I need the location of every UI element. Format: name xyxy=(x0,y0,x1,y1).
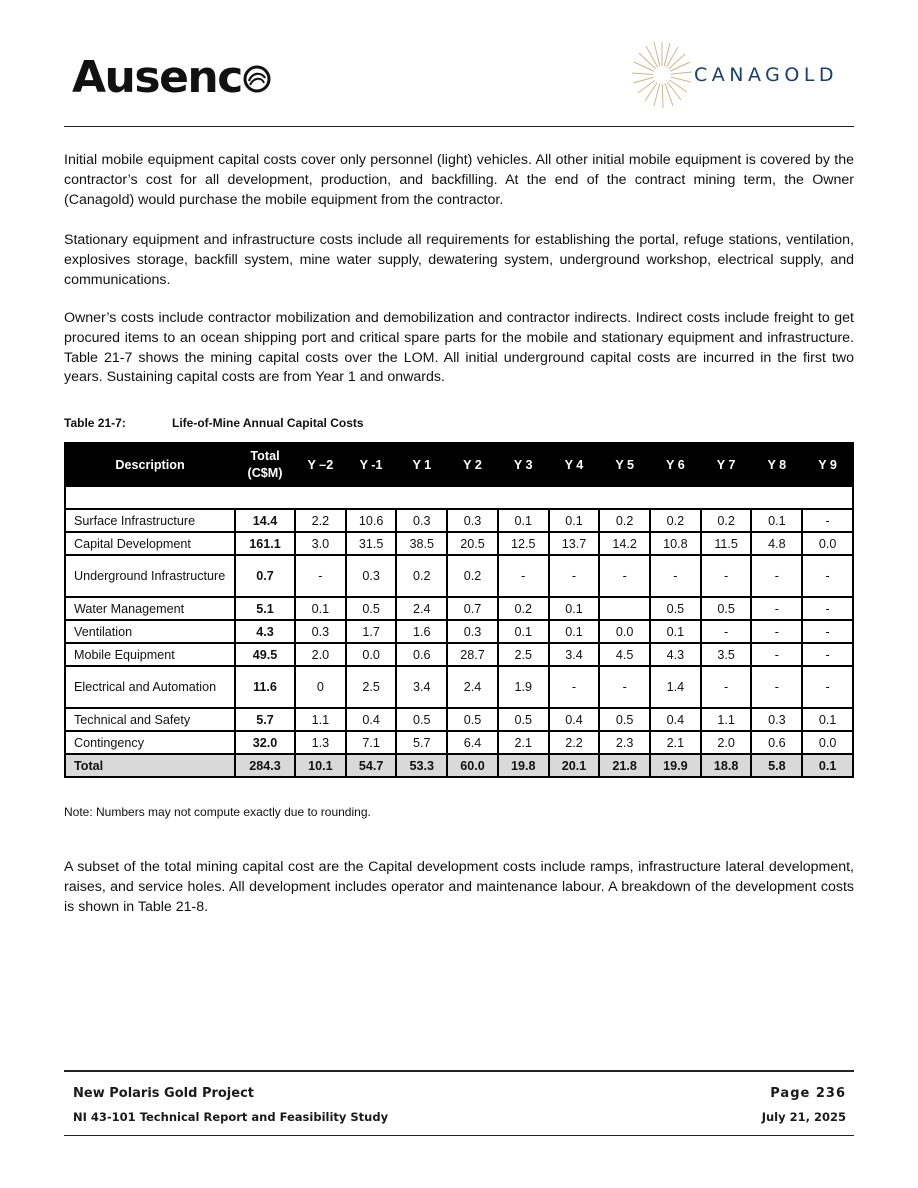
row-year-value: - xyxy=(802,555,853,597)
row-year-value: 0.1 xyxy=(802,754,853,777)
row-year-value: - xyxy=(751,666,802,708)
row-year-value: 3.4 xyxy=(396,666,447,708)
footer-rule-bottom xyxy=(64,1135,854,1136)
row-year-value: 4.8 xyxy=(751,532,802,555)
header-description: Description xyxy=(65,443,235,486)
row-year-value: 0.1 xyxy=(295,597,346,620)
header-year-5: Y 5 xyxy=(599,443,650,486)
header-year-minus-2: Y –2 xyxy=(295,443,346,486)
row-year-value: - xyxy=(751,620,802,643)
row-year-value: - xyxy=(802,666,853,708)
row-year-value: 0.1 xyxy=(498,620,549,643)
row-year-value: 20.5 xyxy=(447,532,498,555)
row-year-value: 38.5 xyxy=(396,532,447,555)
row-year-value: 54.7 xyxy=(346,754,397,777)
header-year-8: Y 8 xyxy=(751,443,802,486)
row-year-value: 0.5 xyxy=(396,708,447,731)
row-year-value: 2.1 xyxy=(498,731,549,754)
ausenco-logo xyxy=(72,52,272,103)
row-year-value: 10.1 xyxy=(295,754,346,777)
row-year-value: 1.1 xyxy=(701,708,752,731)
row-year-value: 31.5 xyxy=(346,532,397,555)
row-year-value: 1.6 xyxy=(396,620,447,643)
row-year-value: 2.3 xyxy=(599,731,650,754)
header-year-minus-1: Y -1 xyxy=(346,443,397,486)
row-total: 14.4 xyxy=(235,509,295,532)
row-year-value: 1.1 xyxy=(295,708,346,731)
row-year-value: 0.2 xyxy=(396,555,447,597)
header-year-6: Y 6 xyxy=(650,443,701,486)
row-year-value: 5.8 xyxy=(751,754,802,777)
row-year-value: 0.5 xyxy=(650,597,701,620)
row-total: 284.3 xyxy=(235,754,295,777)
row-total: 0.7 xyxy=(235,555,295,597)
row-year-value: 10.6 xyxy=(346,509,397,532)
canagold-logo xyxy=(630,40,850,110)
row-year-value: 2.1 xyxy=(650,731,701,754)
footer-rule-top xyxy=(64,1070,854,1072)
row-total: 11.6 xyxy=(235,666,295,708)
header-rule xyxy=(64,126,854,127)
row-year-value: - xyxy=(701,555,752,597)
header-year-4: Y 4 xyxy=(549,443,600,486)
row-year-value: 12.5 xyxy=(498,532,549,555)
row-year-value: 0.2 xyxy=(701,509,752,532)
row-year-value: 21.8 xyxy=(599,754,650,777)
row-year-value: 2.4 xyxy=(396,597,447,620)
row-total: 32.0 xyxy=(235,731,295,754)
row-year-value: 0.2 xyxy=(650,509,701,532)
row-year-value: - xyxy=(549,666,600,708)
row-year-value: 3.4 xyxy=(549,643,600,666)
sunburst-icon xyxy=(630,40,694,110)
row-description: Capital Development xyxy=(65,532,235,555)
row-total: 5.7 xyxy=(235,708,295,731)
row-total: 5.1 xyxy=(235,597,295,620)
header-year-2: Y 2 xyxy=(447,443,498,486)
row-year-value: 2.2 xyxy=(549,731,600,754)
row-year-value: 0.4 xyxy=(549,708,600,731)
row-year-value: 1.3 xyxy=(295,731,346,754)
row-description: Electrical and Automation xyxy=(65,666,235,708)
row-year-value: - xyxy=(650,555,701,597)
row-description: Surface Infrastructure xyxy=(65,509,235,532)
row-year-value: 2.0 xyxy=(701,731,752,754)
row-year-value: 0.3 xyxy=(447,620,498,643)
row-year-value: 0.0 xyxy=(599,620,650,643)
row-year-value: 0.0 xyxy=(802,532,853,555)
row-year-value: 0.3 xyxy=(751,708,802,731)
row-year-value: - xyxy=(802,597,853,620)
capital-costs-table xyxy=(64,442,854,778)
row-year-value: - xyxy=(599,555,650,597)
footer-page: Page 236 xyxy=(770,1086,846,1101)
footer-project: New Polaris Gold Project xyxy=(73,1086,255,1101)
row-year-value: 11.5 xyxy=(701,532,752,555)
table-row xyxy=(65,597,853,620)
row-year-value: 0.2 xyxy=(599,509,650,532)
row-year-value: 1.4 xyxy=(650,666,701,708)
row-year-value: 6.4 xyxy=(447,731,498,754)
table-row xyxy=(65,708,853,731)
table-row xyxy=(65,509,853,532)
row-year-value: 4.5 xyxy=(599,643,650,666)
row-year-value: 0.1 xyxy=(802,708,853,731)
row-year-value: 28.7 xyxy=(447,643,498,666)
row-year-value: 0.4 xyxy=(650,708,701,731)
row-year-value: 2.0 xyxy=(295,643,346,666)
table-caption xyxy=(64,416,364,430)
row-year-value xyxy=(599,597,650,620)
paragraph-capital-development: A subset of the total mining capital cost are the Capital development costs include ramps, infrastructure lateral development, raises, and service holes. All development includes operator and maintenance labour. A breakdown of the development costs is shown in Table 21-8. xyxy=(64,859,854,915)
row-year-value: 3.5 xyxy=(701,643,752,666)
row-year-value: 5.7 xyxy=(396,731,447,754)
row-year-value: - xyxy=(751,597,802,620)
row-year-value: 0.3 xyxy=(396,509,447,532)
table-note: Note: Numbers may not compute exactly due to rounding. xyxy=(64,805,371,819)
row-year-value: 0.3 xyxy=(295,620,346,643)
table-row xyxy=(65,643,853,666)
header-year-1: Y 1 xyxy=(396,443,447,486)
ausenco-logo-wordmark: Ausen xyxy=(72,52,218,103)
row-year-value: 0.1 xyxy=(549,597,600,620)
row-year-value: 10.8 xyxy=(650,532,701,555)
row-year-value: - xyxy=(599,666,650,708)
row-year-value: 14.2 xyxy=(599,532,650,555)
footer-date: July 21, 2025 xyxy=(761,1110,846,1124)
row-year-value: 0.1 xyxy=(751,509,802,532)
row-year-value: 0.5 xyxy=(447,708,498,731)
row-year-value: 0.5 xyxy=(346,597,397,620)
paragraph-stationary-equipment: Stationary equipment and infrastructure costs include all requirements for establishing the portal, refuge stations, ventilation, explosives storage, backfill system, mine water supply, dewatering system, underground workshop, electrical supply, and communications. xyxy=(64,232,854,288)
row-description: Contingency xyxy=(65,731,235,754)
row-year-value: - xyxy=(751,643,802,666)
table-row xyxy=(65,532,853,555)
row-description: Ventilation xyxy=(65,620,235,643)
row-year-value: 0.1 xyxy=(549,509,600,532)
paragraph-owners-costs: Owner’s costs include contractor mobilization and demobilization and contractor indirects. Indirect costs include freight to get procured items to an ocean shipping port and critical spare parts for the mobile and stationary equipment and infrastructure. Table 21-7 shows the mining capital costs over the LOM. All initial underground capital costs are incurred in the first two years. Sustaining capital costs are from Year 1 and onwards. xyxy=(64,310,854,386)
spacer-cell xyxy=(65,486,853,509)
row-year-value: - xyxy=(802,643,853,666)
row-year-value: 0.1 xyxy=(549,620,600,643)
header-year-3: Y 3 xyxy=(498,443,549,486)
table-caption-number: Table 21-7: xyxy=(64,416,126,430)
header-year-7: Y 7 xyxy=(701,443,752,486)
row-year-value: 13.7 xyxy=(549,532,600,555)
table-row xyxy=(65,666,853,708)
row-year-value: 2.5 xyxy=(498,643,549,666)
row-year-value: 53.3 xyxy=(396,754,447,777)
row-total: 161.1 xyxy=(235,532,295,555)
row-year-value: 20.1 xyxy=(549,754,600,777)
row-total: 4.3 xyxy=(235,620,295,643)
row-year-value: 0.3 xyxy=(346,555,397,597)
row-year-value: 3.0 xyxy=(295,532,346,555)
row-description: Mobile Equipment xyxy=(65,643,235,666)
row-description: Underground Infrastructure xyxy=(65,555,235,597)
row-year-value: 0.5 xyxy=(701,597,752,620)
row-year-value: - xyxy=(802,620,853,643)
row-year-value: - xyxy=(549,555,600,597)
row-year-value: 1.9 xyxy=(498,666,549,708)
row-year-value: 7.1 xyxy=(346,731,397,754)
row-year-value: 0.4 xyxy=(346,708,397,731)
table-header-row xyxy=(65,443,853,486)
table-total-row xyxy=(65,754,853,777)
row-year-value: 0.0 xyxy=(802,731,853,754)
table-row xyxy=(65,555,853,597)
row-year-value: - xyxy=(802,509,853,532)
row-year-value: 4.3 xyxy=(650,643,701,666)
row-year-value: - xyxy=(751,555,802,597)
row-year-value: 2.2 xyxy=(295,509,346,532)
row-year-value: 0.6 xyxy=(751,731,802,754)
row-year-value: 0.2 xyxy=(447,555,498,597)
row-year-value: 19.8 xyxy=(498,754,549,777)
row-year-value: 0.5 xyxy=(498,708,549,731)
row-year-value: 0.2 xyxy=(498,597,549,620)
row-year-value: 0.5 xyxy=(599,708,650,731)
paragraph-mobile-equipment: Initial mobile equipment capital costs cover only personnel (light) vehicles. All other initial mobile equipment is covered by the contractor’s cost for all development, production, and backfilling. At the end of the contract mining term, the Owner (Canagold) would purchase the mobile equipment from the contractor. xyxy=(64,152,854,208)
row-year-value: - xyxy=(701,666,752,708)
row-year-value: 2.5 xyxy=(346,666,397,708)
row-year-value: 0 xyxy=(295,666,346,708)
row-year-value: 0.0 xyxy=(346,643,397,666)
ausenco-swirl-icon xyxy=(242,64,272,94)
table-row xyxy=(65,620,853,643)
footer-report: NI 43-101 Technical Report and Feasibility Study xyxy=(73,1110,389,1124)
ausenco-logo-c: c xyxy=(217,52,242,103)
row-year-value: - xyxy=(295,555,346,597)
row-description: Technical and Safety xyxy=(65,708,235,731)
canagold-wordmark: CANAGOLD xyxy=(694,64,839,86)
row-year-value: 0.6 xyxy=(396,643,447,666)
row-year-value: - xyxy=(701,620,752,643)
header-total: Total (C$M) xyxy=(235,443,295,486)
table-spacer-row xyxy=(65,486,853,509)
row-year-value: 1.7 xyxy=(346,620,397,643)
row-year-value: 0.1 xyxy=(650,620,701,643)
table-caption-title: Life-of-Mine Annual Capital Costs xyxy=(172,416,364,430)
row-year-value: - xyxy=(498,555,549,597)
row-total: 49.5 xyxy=(235,643,295,666)
header-year-9: Y 9 xyxy=(802,443,853,486)
row-year-value: 60.0 xyxy=(447,754,498,777)
row-year-value: 0.1 xyxy=(498,509,549,532)
row-year-value: 18.8 xyxy=(701,754,752,777)
row-year-value: 2.4 xyxy=(447,666,498,708)
row-year-value: 0.3 xyxy=(447,509,498,532)
row-description: Total xyxy=(65,754,235,777)
table-row xyxy=(65,731,853,754)
row-year-value: 0.7 xyxy=(447,597,498,620)
row-description: Water Management xyxy=(65,597,235,620)
row-year-value: 19.9 xyxy=(650,754,701,777)
